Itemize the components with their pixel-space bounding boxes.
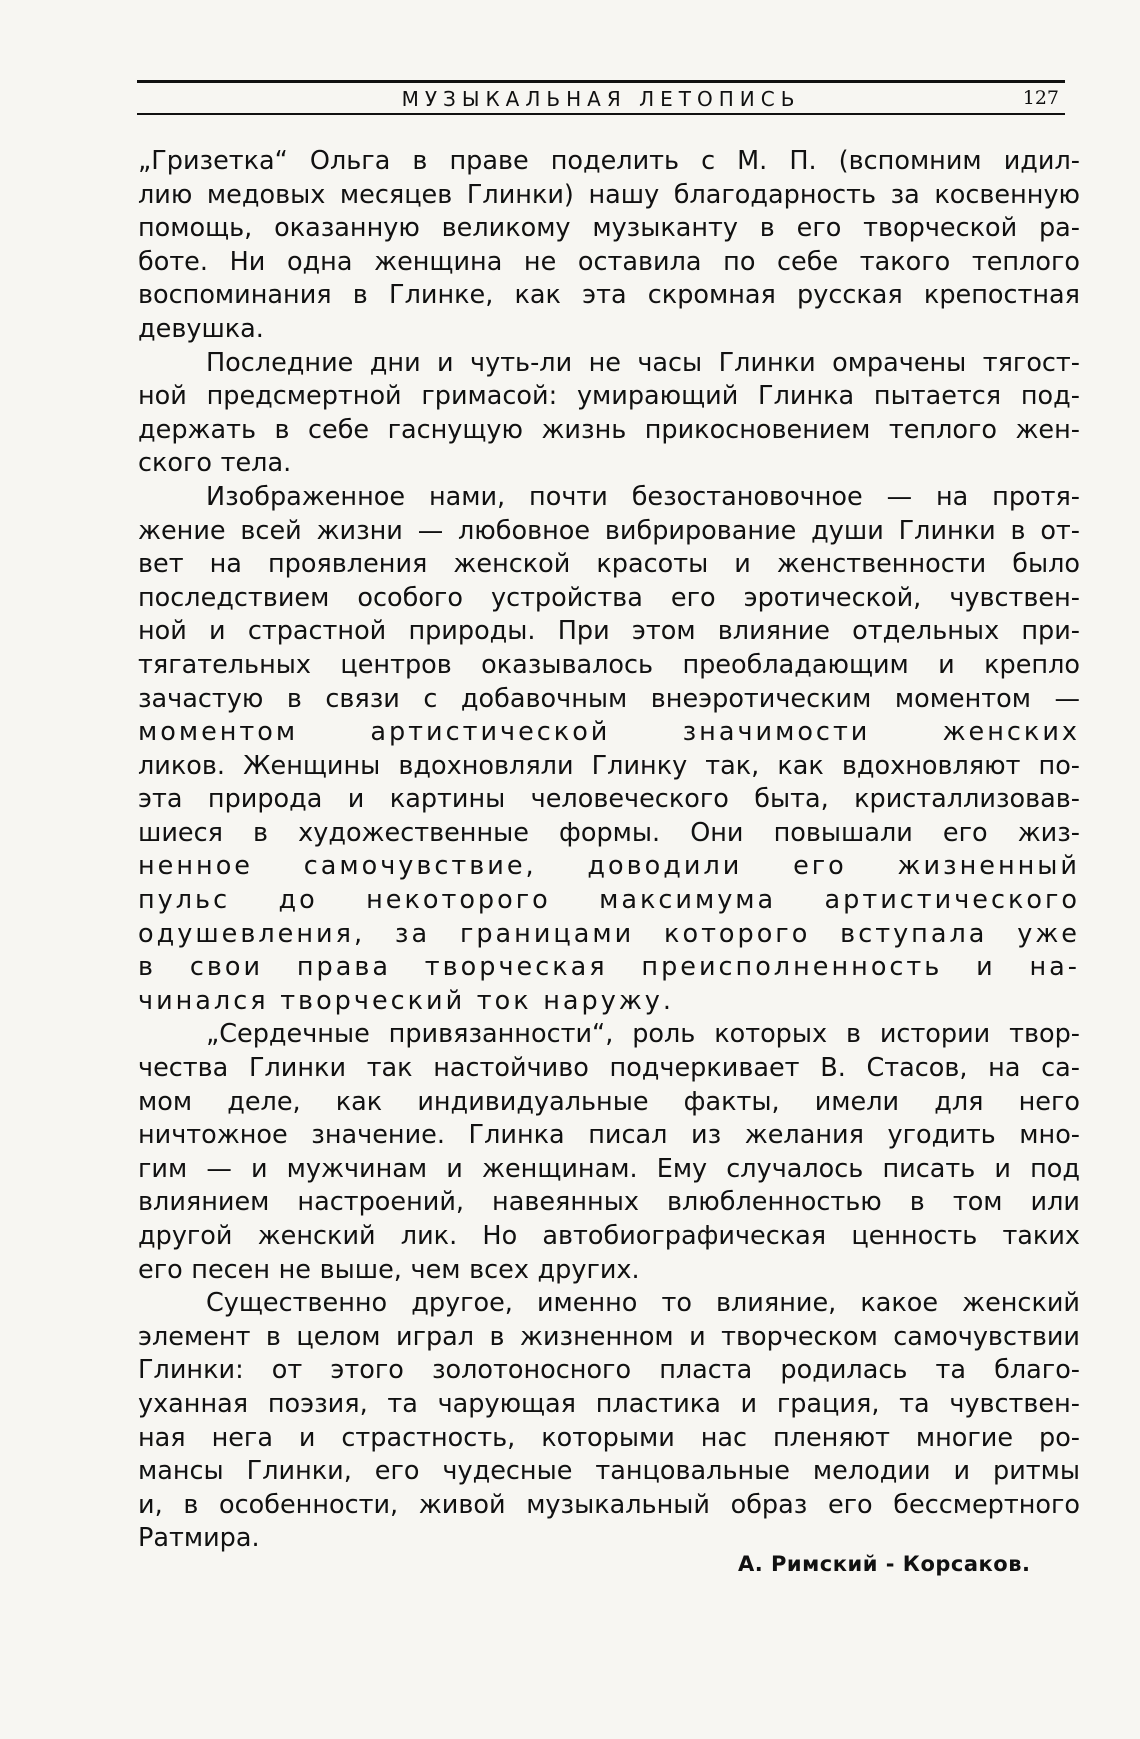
text-line: ной предсмертной гримасой: умирающий Глинка пытается под-: [138, 381, 1080, 412]
text-line: гим — и мужчинам и женщинам. Ему случалось писать и под: [138, 1153, 1080, 1184]
text-line: уханная поэзия, та чарующая пластика и грация, та чувствен-: [138, 1388, 1080, 1419]
header-bottom-rule: [137, 113, 1065, 115]
text-line: лию медовых месяцев Глинки) нашу благодарность за косвенную: [138, 179, 1080, 210]
text-line: другой женский лик. Но автобиографическая ценность таких: [138, 1221, 1080, 1251]
text-line: мансы Глинки, его чудесные танцовальные мелодии и ритмы: [138, 1456, 1080, 1487]
text-line-spaced: пульс до некоторого максимума артистического: [138, 885, 1080, 916]
text-line: вет на проявления женской красоты и женственности было: [138, 549, 1080, 580]
text-line: влиянием настроений, навеянных влюбленностью в том или: [138, 1187, 1080, 1218]
article-body: [138, 145, 1080, 1556]
text-line: ничтожное значение. Глинка писал из желания угодить мно-: [138, 1120, 1080, 1151]
paragraph-first-line: Изображенное нами, почти безостановочное — на протя-: [206, 481, 1080, 512]
text-line: ликов. Женщины вдохновляли Глинку так, как вдохновляют по-: [138, 750, 1080, 781]
text-line: ского тела.: [138, 448, 292, 479]
text-line: мом деле, как индивидуальные факты, имели для него: [138, 1086, 1080, 1117]
text-line: держать в себе гаснущую жизнь прикосновением теплого жен-: [138, 414, 1080, 445]
page-header: [137, 80, 1065, 115]
text-line: и, в особенности, живой музыкальный образ его бессмертного: [138, 1489, 1080, 1520]
text-line: Ратмира.: [138, 1523, 260, 1554]
text-line: его песен не выше, чем всех других.: [138, 1254, 640, 1285]
text-line: „Гризетка“ Ольга в праве поделить с М. П. (вспомним идил-: [138, 146, 1080, 176]
running-title: МУЗЫКАЛЬНАЯ ЛЕТОПИСЬ: [401, 87, 801, 111]
text-line: шиеся в художественные формы. Они повышали его жиз-: [138, 817, 1080, 848]
text-line: воспоминания в Глинке, как эта скромная русская крепостная: [138, 280, 1080, 311]
author-signature: А. Римский - Корсаков.: [738, 1552, 1031, 1576]
text-line: ной и страстной природы. При этом влияние отдельных при-: [138, 616, 1080, 647]
text-line-spaced: одушевления, за границами которого вступала уже: [138, 918, 1080, 949]
text-line: зачастую в связи с добавочным внеэротическим моментом —: [138, 683, 1080, 714]
text-line-spaced: моментом артистической значимости женских: [138, 717, 1080, 748]
paragraph-first-line: Последние дни и чуть-ли не часы Глинки омрачены тягост-: [206, 347, 1080, 378]
text-line-spaced: ненное самочувствие, доводили его жизненный: [138, 851, 1080, 882]
page-number: 127: [1022, 87, 1059, 109]
text-line: помощь, оказанную великому музыканту в его творческой ра-: [138, 213, 1080, 244]
paragraph-first-line: „Сердечные привязанности“, роль которых в истории твор-: [206, 1019, 1080, 1050]
text-line: боте. Ни одна женщина не оставила по себе такого теплого: [138, 246, 1080, 277]
text-line: элемент в целом играл в жизненном и творческом самочувствии: [138, 1321, 1080, 1352]
text-line: последствием особого устройства его эротической, чувствен-: [138, 582, 1080, 613]
text-line: тягательных центров оказывалось преобладающим и крепло: [138, 649, 1080, 680]
text-line: чества Глинки так настойчиво подчеркивает В. Стасов, на са-: [138, 1053, 1080, 1084]
text-line: жение всей жизни — любовное вибрирование души Глинки в от-: [138, 515, 1080, 546]
text-line-spaced: чинался творческий ток наружу.: [138, 985, 675, 1016]
text-line: девушка.: [138, 313, 264, 344]
text-line: ная нега и страстность, которыми нас пленяют многие ро-: [138, 1422, 1080, 1453]
text-line: эта природа и картины человеческого быта, кристаллизовав-: [138, 784, 1080, 815]
header-row: [137, 83, 1065, 113]
paragraph-first-line: Существенно другое, именно то влияние, какое женский: [206, 1288, 1080, 1319]
text-line: Глинки: от этого золотоносного пласта родилась та благо-: [138, 1355, 1080, 1386]
text-line-spaced: в свои права творческая преисполненность и на-: [138, 952, 1080, 983]
